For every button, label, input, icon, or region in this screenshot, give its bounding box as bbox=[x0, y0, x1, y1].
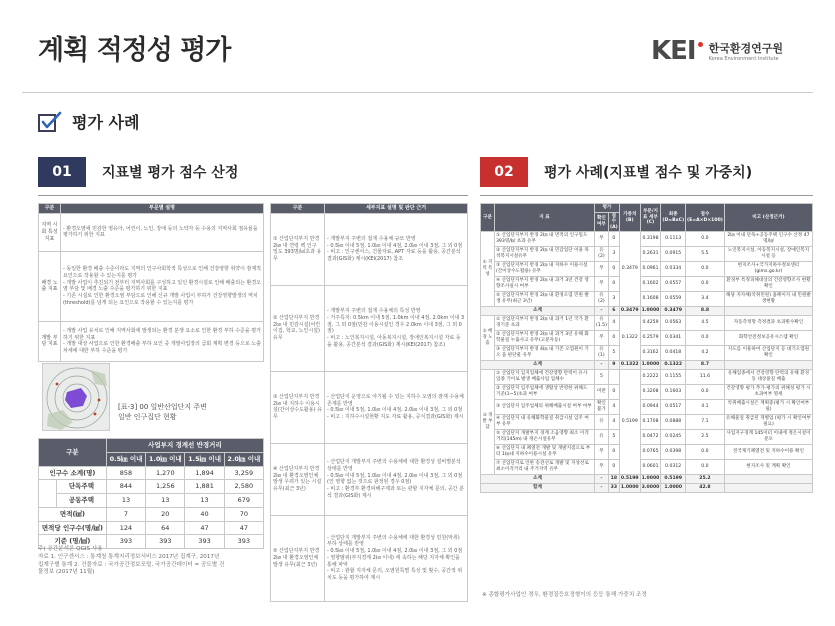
t4-cell-e: 25.2 bbox=[686, 474, 725, 483]
t2-row-label: 면적(㎢) bbox=[39, 507, 107, 521]
subtotal-row bbox=[481, 483, 813, 492]
t2-cell: 13 bbox=[185, 494, 224, 508]
t4-cell-chk: 확인불가 bbox=[595, 399, 609, 414]
t2-row-label: 기준 (명/㎢) bbox=[39, 535, 107, 549]
t4-cell-chk: 유 bbox=[595, 414, 609, 429]
t4-cell-e: 8.8 bbox=[686, 307, 725, 316]
t4-cell-c: 0.1708 bbox=[640, 414, 661, 429]
table-row bbox=[39, 466, 264, 480]
t4-cell-ind: ① 산업단지 입지업체에 건강영향 탄력이 유사 업종 기이로 발생 배출사업 업체수 bbox=[495, 369, 595, 384]
t1-desc: - 동일한 환경 배출 수준이라도 지역의 인구사회학적 특성으로 인해 건강영향 취약이 잠재적 요인으로 작용할 수 있는지를 평가 - 개발 사업이 추진되기 전부터 지역사회를 구성하고 있던 환경시설로 인해 배출되는 환경오염 부담 및 배경 노출 수준을 평가하기 위한 지표 - 기존 시설로 인한 환경오염 부담으로 인해 신규 개발 사업이 부하가 건강영향발생의 역치(threshold)를 넘게 되는 요인으로 작용할 수 있는지를 평가 bbox=[61, 251, 264, 321]
t4-cell-d: 0.1603 bbox=[661, 384, 686, 399]
evaluation-score-table bbox=[480, 203, 813, 493]
table-row bbox=[481, 414, 813, 429]
kei-logo bbox=[651, 36, 783, 66]
table-row bbox=[39, 251, 264, 321]
t4-cell-chk: - bbox=[595, 483, 609, 492]
tm-value: - 개발부지 주변의 접재 수용체의 특성 반영 - 거주특지: 0.5km 이내 5점, 1.0km 이내 4점, 2.0km 이내 3점, 그 외 0점(민감 이용시설인 경우 2.0km 이내 3점, 그 외 0점) - 비고 : 노인복지시설, 아동복지시설, 장애인복지시설 자료 등을 활용, 공간분석 결과(GIS화) 제시(KEI(2017) 참조) bbox=[325, 285, 468, 371]
t4-header: 점수 (A) bbox=[609, 213, 618, 230]
t4-cell-e: 5.5 bbox=[686, 247, 725, 262]
tm-header-category: 구분 bbox=[271, 204, 325, 214]
subtitle: 평가 사례 bbox=[72, 113, 140, 132]
tm-key: ② 산업단지부지 반경2㎞ 내 민감시설(어린이집, 학교, 노인시설) 유무 bbox=[271, 285, 325, 371]
t4-cell-e: 0.0 bbox=[686, 277, 725, 292]
t4-cell-e: 4.1 bbox=[686, 399, 725, 414]
t4-cell-a: 4 bbox=[608, 414, 619, 429]
section-01-number: 01 bbox=[38, 157, 86, 187]
t4-cell-c: 0.0944 bbox=[640, 399, 661, 414]
logo-mark-text: KEI bbox=[651, 36, 696, 66]
t4-cell-e: 7.1 bbox=[686, 414, 725, 429]
t4-cell-b: 0.1322 bbox=[619, 360, 640, 369]
t4-cell-e: 0.0 bbox=[686, 459, 725, 474]
t1-cat: 배경 노출 지표 bbox=[39, 251, 61, 321]
t4-cell-e: 0.0 bbox=[686, 444, 725, 459]
t4-cell-chk: 유(2) bbox=[595, 292, 609, 307]
t4-header: 최종 (D=BxC) bbox=[661, 204, 686, 232]
logo-english-name: Korea Environment Institute bbox=[708, 56, 779, 62]
t4-cell-e: 4.2 bbox=[686, 345, 725, 360]
t4-cell-a: 3 bbox=[608, 247, 619, 262]
page-title: 계획 적정성 평가 bbox=[38, 35, 231, 66]
t2-cell: 393 bbox=[185, 535, 224, 549]
t4-cell-note: 현지조사 및 계획 확인 bbox=[724, 459, 812, 474]
checkbox-check-icon bbox=[38, 111, 62, 133]
t4-cell-cat: ③ 개발 부담 bbox=[481, 369, 495, 474]
t4-header: 점수 (E=A×D×100) bbox=[686, 204, 725, 232]
t4-cell-d: 0.0517 bbox=[661, 399, 686, 414]
t2-row-group: 공동주택 bbox=[57, 494, 107, 508]
table-row bbox=[271, 443, 468, 515]
t4-cell-chk: 무 bbox=[595, 444, 609, 459]
tm-key: ④ 산업단지부지 반경2㎞ 내 환경오염인체 발생 우려가 있는 시설 유무(최근 3년) bbox=[271, 443, 325, 515]
t4-cell-d: 0.1155 bbox=[661, 369, 686, 384]
t4-cell-note: 해당 지자체(악취민원) 홈페이지 내 민원발생현황 bbox=[724, 292, 812, 307]
t4-cell-e: 0.0 bbox=[686, 384, 725, 399]
detailed-indicator-table bbox=[270, 203, 468, 602]
table-row bbox=[481, 247, 813, 262]
t4-cell-chk: 무 bbox=[595, 330, 609, 345]
t2-cell: 393 bbox=[146, 535, 185, 549]
t4-cell-ind: ③ 산업단지부지 반경 2㎞ 내 지하수 이용시설(간이상수도활용) 유무 bbox=[495, 262, 595, 277]
section-02-number: 02 bbox=[480, 157, 528, 187]
t4-cell-ind: ⑤ 산업단지 개발부지 경계 소음영향 최소 이격거리(145m) 내 정온시설유무 bbox=[495, 429, 595, 444]
t4-cell-a: 4 bbox=[608, 399, 619, 414]
table-row bbox=[481, 232, 813, 247]
t4-cell-d: 0.1322 bbox=[661, 360, 686, 369]
t4-cell-note: 유해업종에서 건강영향 탄력의 유해 환경 동 대상물질 배출 bbox=[724, 369, 812, 384]
subtotal-row bbox=[481, 360, 813, 369]
t4-cell-a: 0 bbox=[608, 444, 619, 459]
t2-cell: 1,270 bbox=[146, 466, 185, 480]
t4-cell-label: 합계 bbox=[481, 483, 595, 492]
table-row bbox=[481, 429, 813, 444]
t4-cell-chk: - bbox=[595, 360, 609, 369]
t4-cell-e: 0.0 bbox=[686, 232, 725, 247]
t4-header: 확인 여부 bbox=[595, 212, 609, 232]
subtitle-row bbox=[38, 110, 139, 133]
logo-mark bbox=[651, 36, 703, 66]
section-01-header bbox=[38, 157, 238, 187]
t4-cell-e: 0.0 bbox=[686, 262, 725, 277]
population-radius-table bbox=[38, 438, 264, 549]
t2-cell: 393 bbox=[224, 535, 263, 549]
t4-cell-b: 1.0000 bbox=[619, 483, 640, 492]
t4-header: 지 표 bbox=[495, 204, 595, 232]
t1-desc: - 환경오염에 민감한 영유아, 어린이, 노인, 장애 등의 노약자 등 수용의 지역사회 점유율을 평가하기 위한 지표 bbox=[61, 213, 264, 251]
t4-cell-a: 4 bbox=[608, 315, 619, 330]
t2-col: 1.5㎞ 이내 bbox=[185, 452, 224, 466]
section-02-rule bbox=[480, 195, 813, 196]
t4-cell-d: 0.0563 bbox=[661, 315, 686, 330]
t4-cell-c: 0.0601 bbox=[640, 459, 661, 474]
t4-cell-note: 사업지구경계 145이터 이내에 정온시설이 분포 bbox=[724, 429, 812, 444]
t4-cell-ind: ④ 산업단지 내 유해화학물질 취급시설 입주 여부 유무 bbox=[495, 414, 595, 429]
t4-cell-e: 8.7 bbox=[686, 360, 725, 369]
tm-value: - 산업단지 개발부지 주변의 수용체에 대한 환경성 민원(악취) 부하 상태를 반영 - 0.5㎞ 이내 5점, 1.0㎞ 이내 4점, 2.0㎞ 이내 3점, 그 외 0점 - 영향범위(부지경계 2㎞ 이내) 에 속하는 해당 지자체 확인을 통해 파악 - 비고 : 관할 지자체 문의, 오염원특별 특성 및 횟수, 공간적 위치도 등을 평가하여 제시 bbox=[325, 515, 468, 601]
t4-cell-d: 0.0888 bbox=[661, 414, 686, 429]
t4-cell-chk: 유 bbox=[595, 429, 609, 444]
t2-cell: 858 bbox=[106, 466, 145, 480]
table-row bbox=[271, 371, 468, 443]
t4-cell-a: 0 bbox=[608, 459, 619, 474]
t2-cell: 47 bbox=[185, 521, 224, 535]
table-row bbox=[481, 315, 813, 330]
table-row bbox=[271, 515, 468, 601]
t4-cell-chk: 5 bbox=[595, 369, 609, 384]
t4-cell-a: 0 bbox=[608, 330, 619, 345]
t4-cell-a: 0 bbox=[608, 384, 619, 399]
t4-cell-note: 건강영향 평가 추가·평가의 위해성 평가 시 초과여부 명세 bbox=[724, 384, 812, 399]
logo-korean-name: 한국환경연구원 bbox=[708, 42, 783, 55]
section-02-header bbox=[480, 157, 752, 187]
t4-cell-c: 0.4259 bbox=[640, 315, 661, 330]
t1-cat: 지역 시회 특성 지표 bbox=[39, 213, 61, 251]
table-row bbox=[481, 444, 813, 459]
t4-cell-c: 0.0961 bbox=[640, 262, 661, 277]
t4-cell-d: 0.0418 bbox=[661, 345, 686, 360]
t4-cell-b: 0.3479 bbox=[619, 307, 640, 316]
t4-cell-note: 지도를 이용하여 산업단지 등 대기오염원 확인 bbox=[724, 345, 812, 360]
t4-cell-c: 0.2222 bbox=[640, 369, 661, 384]
t4-cell-d: 0.0334 bbox=[661, 262, 686, 277]
t4-cell-chk: - bbox=[595, 307, 609, 316]
table-row bbox=[39, 507, 264, 521]
t4-cell-a: 18 bbox=[608, 474, 619, 483]
t4-cell-ind: ⑤ 산업단지부지 반경 2㎞ 내 환경오염 민원 발생 유무(최근 3년) bbox=[495, 292, 595, 307]
t4-cell-d: 0.0312 bbox=[661, 459, 686, 474]
table-row bbox=[481, 262, 813, 277]
t4-cell-d: 0.5199 bbox=[661, 474, 686, 483]
table-row bbox=[481, 459, 813, 474]
t4-cell-cat: ② 배경 노출 bbox=[481, 315, 495, 360]
t2-cell: 393 bbox=[106, 535, 145, 549]
t4-cell-a: 0 bbox=[608, 232, 619, 247]
t2-cell: 2,580 bbox=[224, 480, 263, 494]
subtotal-row bbox=[481, 307, 813, 316]
t4-cell-c: 0.3162 bbox=[640, 345, 661, 360]
t4-cell-c: 0.2631 bbox=[640, 247, 661, 262]
t4-cell-chk: 유(2) bbox=[595, 247, 609, 262]
t2-cell: 679 bbox=[224, 494, 263, 508]
t2-cell: 1,256 bbox=[146, 480, 185, 494]
t2-row-label: 면적당 인구수(명/㎢) bbox=[39, 521, 107, 535]
right-footnote: ※ 종합평가사업인 경우, 환경질등호정형이의 등등 통해 가중치 조정 bbox=[482, 592, 647, 598]
tm-key: ③ 산업단지부지 반경2㎞ 내 지하수 이용시설(간이상수도활용) 유무 bbox=[271, 371, 325, 443]
t2-cell: 20 bbox=[146, 507, 185, 521]
indicator-category-table bbox=[38, 203, 264, 362]
t4-header: 가중치 (B) bbox=[619, 204, 640, 232]
t2-cell: 1,881 bbox=[185, 480, 224, 494]
t4-cell-ind: ② 산업단지부지 반경 2㎞ 내 민감업단 이용 목적복지시설유무 bbox=[495, 247, 595, 262]
t4-cell-c: 0.2579 bbox=[640, 330, 661, 345]
t2-cell: 70 bbox=[224, 507, 263, 521]
t4-cell-note: 화학안전정보공유시스템 확인 bbox=[724, 330, 812, 345]
t4-cell-ind: ② 산업단지 입주업체에 생활상 반영한 위해도 기준(1~5)초과 여부 bbox=[495, 384, 595, 399]
t4-cell-chk: 무 bbox=[595, 262, 609, 277]
t4-cell-chk: 무 bbox=[595, 232, 609, 247]
t4-cell-d: 0.0341 bbox=[661, 330, 686, 345]
t2-cell: 1,894 bbox=[185, 466, 224, 480]
subtotal-row bbox=[481, 474, 813, 483]
section-01-title: 지표별 평가 점수 산정 bbox=[102, 165, 239, 181]
t4-cell-a: 5 bbox=[608, 345, 619, 360]
t4-cell-note: 환경부 특정피해대상의 건강영향조사 현황 확인 bbox=[724, 277, 812, 292]
header-divider bbox=[22, 92, 813, 93]
t4-cell-d: 0.0915 bbox=[661, 247, 686, 262]
t4-cell-e: 3.4 bbox=[686, 292, 725, 307]
t4-cell-label: 소계 bbox=[481, 474, 595, 483]
t2-cell: 7 bbox=[106, 507, 145, 521]
t4-cell-d: 0.1113 bbox=[661, 232, 686, 247]
t4-cell-weight: 0.5199 bbox=[619, 369, 640, 474]
t2-cell: 3,259 bbox=[224, 466, 263, 480]
t4-cell-c: 0.1602 bbox=[640, 277, 661, 292]
table-row bbox=[271, 285, 468, 371]
tm-value: - 개발부지 주변의 접재 수용체 규모 반영 - 0.5㎞ 이내 5점, 1.0㎞ 이내 4점, 2.0㎞ 이내 3점, 그 외 0점 - 비고 : 인구센서스, 건물자료, APT 자료 등을 활용, 공간분석결과(GIS화) 제시(KEI(2017) 참조 bbox=[325, 213, 468, 285]
t4-cell-c: 0.3208 bbox=[640, 384, 661, 399]
t2-col: 2.0㎞ 이내 bbox=[224, 452, 263, 466]
t4-cell-c: 1.0000 bbox=[640, 307, 661, 316]
table-row bbox=[481, 345, 813, 360]
t4-cell-label: 소계 bbox=[481, 307, 595, 316]
t4-cell-weight: 0.1322 bbox=[619, 315, 640, 360]
t4-cell-note: 2㎞ 이내 단독+공동주택 인구수 산정 47명/㎢ bbox=[724, 232, 812, 247]
table-row bbox=[39, 321, 264, 361]
t4-cell-chk: - bbox=[595, 474, 609, 483]
t4-header-eval: 평가 bbox=[595, 204, 620, 213]
table-row bbox=[39, 494, 264, 508]
t4-cell-empty bbox=[724, 307, 812, 316]
t4-header: 구분 bbox=[481, 204, 495, 232]
t2-cell: 13 bbox=[106, 494, 145, 508]
t4-cell-c: 3.0000 bbox=[640, 483, 661, 492]
t2-header-top: 사업부지 경계선 반경거리 bbox=[106, 439, 263, 453]
section-01-rule bbox=[38, 195, 468, 196]
t4-cell-c: 0.3198 bbox=[640, 232, 661, 247]
table-row bbox=[481, 369, 813, 384]
t2-col: 1.0㎞ 이내 bbox=[146, 452, 185, 466]
table-row bbox=[39, 480, 264, 494]
source-notes: 주) 공간분석은 QGIS 사용 자료 1. 인구센서스 : 통계청 통계지리정보서비스 2017년 집계구, 2017년 집계구별 통계 2. 건물자료 : 국가공간정보포털, 국가공간데이터 = 공도별 건 물정보 (2017년 11월) bbox=[38, 546, 225, 576]
t4-cell-ind: ① 산업단지부지 반경 2㎞ 내 면적의 인구밀도 393명/㎢ 초과 유무 bbox=[495, 232, 595, 247]
t4-cell-ind: ⑦ 산업단지로 인한 송전선로 개발 및 지상선로 최소이격거리 내 주거지역 유무 bbox=[495, 459, 595, 474]
t4-cell-d: 1.0000 bbox=[661, 483, 686, 492]
t4-cell-a: 9 bbox=[608, 360, 619, 369]
t4-cell-ind: ② 산업단지부지 반경 2㎞ 내 과거 3년 유해 화학물질 누출사고 유무(고분자등) bbox=[495, 330, 595, 345]
t4-cell-note: 악취배출시설은 계획중(평가 시 확인여부필) bbox=[724, 399, 812, 414]
t4-cell-empty bbox=[724, 360, 812, 369]
t4-cell-chk: 유(1.5) bbox=[595, 315, 609, 330]
t1-header-category: 구분 bbox=[39, 204, 61, 214]
t2-row-label: 인구수 소계(명) bbox=[39, 466, 107, 480]
tm-key: ⑤ 산업단지부지 반경2㎞ 내 환경오염인체 발생 유무(최근 3년) bbox=[271, 515, 325, 601]
t4-cell-c: 0.1608 bbox=[640, 292, 661, 307]
t4-cell-note: 현지조사+국가지하수정보센터(gims.go.kr) bbox=[724, 262, 812, 277]
t4-cell-chk: 무 bbox=[595, 277, 609, 292]
t4-cell-empty bbox=[724, 474, 812, 483]
t2-cell: 47 bbox=[224, 521, 263, 535]
t4-header: 부문/지표 세부 (C) bbox=[640, 204, 661, 232]
t4-cell-d: 0.0559 bbox=[661, 292, 686, 307]
t4-cell-cat: ① 지역 특성 bbox=[481, 232, 495, 307]
t4-cell-d: 0.0398 bbox=[661, 444, 686, 459]
t4-cell-d: 0.0557 bbox=[661, 277, 686, 292]
t1-header-description: 부문별 설명 bbox=[61, 204, 264, 214]
table-row bbox=[481, 292, 813, 307]
t4-cell-note: 유해물질 취급된 개별업 (평가 시 확인여부 필요) bbox=[724, 414, 812, 429]
t4-cell-note: 자동측정망 측정결과 초과횟수확인 bbox=[724, 315, 812, 330]
t4-cell-ind: ⑥ 산업단지 내 폐열전 개발 및 개발지점으로 부터 1㎞내 지하수이용시설 유무 bbox=[495, 444, 595, 459]
tm-header-description: 세부지표 설명 및 판단 근거 bbox=[325, 204, 468, 214]
t4-cell-chk: 미반 bbox=[595, 384, 609, 399]
t4-cell-chk: 무 bbox=[595, 459, 609, 474]
table-row bbox=[271, 213, 468, 285]
t4-cell-e: 2.5 bbox=[686, 429, 725, 444]
t2-row-group: 단독주택 bbox=[57, 480, 107, 494]
t1-cat: 개발 부담 지표 bbox=[39, 321, 61, 361]
t4-cell-weight: 0.3479 bbox=[619, 232, 640, 307]
table-row bbox=[481, 330, 813, 345]
t2-cell: 40 bbox=[185, 507, 224, 521]
t4-cell-d: 0.0245 bbox=[661, 429, 686, 444]
t4-cell-ind: ① 산업단지부지 반경 2㎞ 내 과거 1년 국가 환경기준 초과 bbox=[495, 315, 595, 330]
t4-cell-a: 5 bbox=[608, 429, 619, 444]
t4-cell-a: 6 bbox=[608, 307, 619, 316]
t4-cell-c: 1.0000 bbox=[640, 474, 661, 483]
t4-cell-note: 전국제기폐열전 및 지하수이용 확인 bbox=[724, 444, 812, 459]
t4-cell-a: 33 bbox=[608, 483, 619, 492]
t4-cell-e: 11.6 bbox=[686, 369, 725, 384]
t4-cell-a: 3 bbox=[608, 292, 619, 307]
t4-cell-d: 0.3479 bbox=[661, 307, 686, 316]
t2-col: 0.5㎞ 이내 bbox=[106, 452, 145, 466]
tm-value: - 산업단지 운영으로 야기될 수 있는 지하수 오염의 잠재 수용체 존재를 반영 - 0.5㎞ 이내 5점, 1.0㎞ 이내 4점, 2.0㎞ 이내 3점, 그 외 0점 - 비고 : 지하수시설현황 지도 자료 활용, 공식결과(GIS화) 제시 bbox=[325, 371, 468, 443]
industrial-complex-map bbox=[42, 363, 110, 431]
t4-cell-empty bbox=[724, 483, 812, 492]
tm-value: - 산업단지 개발부지 주변의 수용체에 대한 환경성 설비별분석 상태를 반영 - 0.5㎞ 이내 5점, 1.0㎞ 이내 4점, 2.0㎞ 이내 3점, 그 외 0점(인 영향 없는 것으로 판정된 경우 0점) - 비고 : 환경부 환경피해구제과 또는 관할 지자체 문의, 공간 분석 결과(GIS화) 제시 bbox=[325, 443, 468, 515]
t4-cell-ind: ③ 산업단지부지 반경 4㎞ 내 기존 오염원이 기오 을 판단물 유무 bbox=[495, 345, 595, 360]
t4-cell-c: 1.0000 bbox=[640, 360, 661, 369]
t4-cell-ind: ④ 산업단지부지 반경 2㎞ 내 과거 3년 건강 영향조사실시 여부 bbox=[495, 277, 595, 292]
t4-cell-e: 42.8 bbox=[686, 483, 725, 492]
t2-header-category: 구분 bbox=[39, 439, 107, 467]
table-row bbox=[39, 521, 264, 535]
t4-cell-chk: 유(1) bbox=[595, 345, 609, 360]
t4-header: 비고 (산정근거) bbox=[724, 204, 812, 232]
map-caption: [표-3] 00 일반산업단지 주변 일반 인구집단 현황 bbox=[118, 403, 207, 422]
t2-cell: 124 bbox=[106, 521, 145, 535]
t4-cell-c: 0.0765 bbox=[640, 444, 661, 459]
table-row bbox=[481, 399, 813, 414]
t2-cell: 844 bbox=[106, 480, 145, 494]
t4-cell-b: 0.5199 bbox=[619, 474, 640, 483]
section-02-title: 평가 사례(지표별 점수 및 가중치) bbox=[544, 165, 753, 181]
t4-cell-a: 0 bbox=[608, 262, 619, 277]
t2-cell: 13 bbox=[146, 494, 185, 508]
t4-cell-label: 소계 bbox=[481, 360, 595, 369]
t4-cell-note: 노인복지시설, 아동복지시설, 장애인복지시설 등 bbox=[724, 247, 812, 262]
table-row bbox=[39, 213, 264, 251]
t4-cell-e: 0.0 bbox=[686, 330, 725, 345]
t4-cell-ind: ③ 산업단지 입주업체의 위해배출시설 여부 여부 bbox=[495, 399, 595, 414]
table-row bbox=[481, 277, 813, 292]
t4-cell-a: 0 bbox=[608, 277, 619, 292]
tm-key: ① 산업단지부지 반경2㎞ 내 연령 벡 인구 밀도 393명/㎢초과 유무 bbox=[271, 213, 325, 285]
t4-cell-e: 4.5 bbox=[686, 315, 725, 330]
t2-cell: 64 bbox=[146, 521, 185, 535]
t4-cell-c: 0.0472 bbox=[640, 429, 661, 444]
t1-desc: - 개발 사업 유치로 인해 지역사회에 발생되는 환경 분쟁 요소로 인한 환경 부하 수준을 평가하기 위한 지표 - 개발 대상 사업으로 인한 환경배출 부하 요인 중 개발사업장의 급회 계획 변경 등으로 노출 차세에 대한 부하 수준을 평가 bbox=[61, 321, 264, 361]
t4-cell-a bbox=[608, 369, 619, 384]
table-row bbox=[481, 384, 813, 399]
